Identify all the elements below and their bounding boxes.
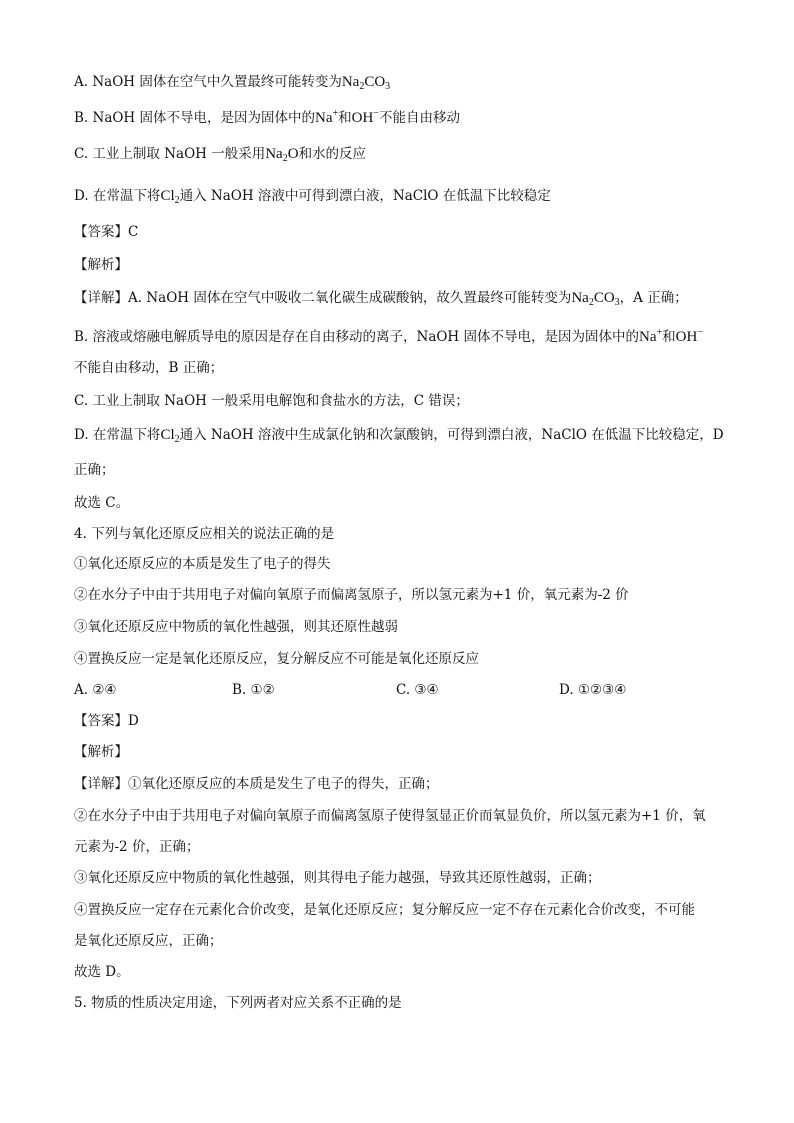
- q4-detail-2: ②在水分子中由于共用电子对偏向氧原子而偏离氢原子使得氢显正价而氧显负价，所以氢元素为+1 价，氧: [74, 808, 706, 824]
- q4-conclusion: 故选 D。: [74, 964, 130, 980]
- q3-detail-d: D. 在常温下将$Cl_2$通入 NaOH 溶液中生成氯化钠和次氯酸钠，可得到漂白液，NaClO 在低温下比较稳定，D: [74, 427, 724, 445]
- q3-answer: 【答案】C: [74, 224, 139, 240]
- q3-detail-c: C. 工业上制取 NaOH 一般采用电解饱和食盐水的方法，C 错误；: [74, 393, 469, 409]
- formula-cl2: $Cl_2$: [160, 427, 180, 445]
- q3-analysis-label: 【解析】: [74, 257, 128, 273]
- q4-option-a: A. ②④: [74, 682, 117, 698]
- q4-detail-4: ④置换反应一定存在元素化合价改变，是氧化还原反应；复分解反应一定不存在元素化合价改变，不可能: [74, 902, 695, 918]
- q4-answer: 【答案】D: [74, 713, 139, 729]
- q3-detail-d-cont: 正确；: [74, 462, 115, 478]
- q4-option-c: C. ③④: [396, 682, 439, 698]
- q4-statement-3: ③氧化还原反应中物质的氧化性越强，则其还原性越弱: [74, 619, 398, 635]
- ion-na: Na+: [639, 327, 663, 345]
- q3-detail-b-cont: 不能自由移动，B 正确；: [74, 360, 224, 376]
- q3-option-d: D. 在常温下将$Cl_2$通入 NaOH 溶液中可得到漂白液，NaClO 在低温下比较稳定: [74, 188, 551, 206]
- formula-na2co3: $Na_2CO_3$: [571, 290, 620, 308]
- formula-cl2: $Cl_2$: [160, 188, 180, 206]
- q3-option-b: B. NaOH 固体不导电，是因为固体中的Na+和OH−不能自由移动: [74, 108, 460, 126]
- q4-statement-4: ④置换反应一定是氧化还原反应，复分解反应不可能是氧化还原反应: [74, 651, 479, 667]
- q4-option-b: B. ①②: [232, 682, 275, 698]
- q4-detail-3: ③氧化还原反应中物质的氧化性越强，则其得电子能力越强，导致其还原性越弱，正确；: [74, 870, 601, 886]
- q4-detail-1: 【详解】①氧化还原反应的本质是发生了电子的得失，正确；: [74, 776, 439, 792]
- ion-oh: OH−: [351, 108, 379, 126]
- q3-detail-b: B. 溶液或熔融电解质导电的原因是存在自由移动的离子，NaOH 固体不导电，是因为固体中的Na+和OH−: [74, 327, 703, 345]
- formula-na2o: $Na_2O$: [265, 146, 299, 164]
- q4-analysis-label: 【解析】: [74, 744, 128, 760]
- q3-option-c: C. 工业上制取 NaOH 一般采用$Na_2O$和水的反应: [74, 146, 367, 164]
- option-text: A. NaOH 固体在空气中久置最终可能转变为: [74, 74, 342, 90]
- q3-option-a: [74, 72, 734, 92]
- q4-statement-2: ②在水分子中由于共用电子对偏向氧原子而偏离氢原子，所以氢元素为+1 价，氧元素为-2 价: [74, 587, 629, 603]
- q3-detail-a: 【详解】A. NaOH 固体在空气中吸收二氧化碳生成碳酸钠，故久置最终可能转变为$Na_2CO_3$，A 正确；: [74, 290, 688, 308]
- q4-detail-2-cont: 元素为-2 价，正确；: [74, 839, 200, 855]
- q4-statement-1: ①氧化还原反应的本质是发生了电子的得失: [74, 556, 331, 572]
- q3-conclusion: 故选 C。: [74, 495, 130, 511]
- ion-na: Na+: [315, 108, 339, 126]
- ion-oh: OH−: [675, 327, 703, 345]
- q5-stem: 5. 物质的性质决定用途，下列两者对应关系不正确的是: [74, 995, 402, 1011]
- q4-option-d: D. ①②③④: [559, 682, 627, 698]
- formula-na2co3: $Na_2CO_3$: [341, 74, 391, 92]
- q4-stem: 4. 下列与氧化还原反应相关的说法正确的是: [74, 526, 335, 542]
- q4-detail-4-cont: 是氧化还原反应，正确；: [74, 933, 223, 949]
